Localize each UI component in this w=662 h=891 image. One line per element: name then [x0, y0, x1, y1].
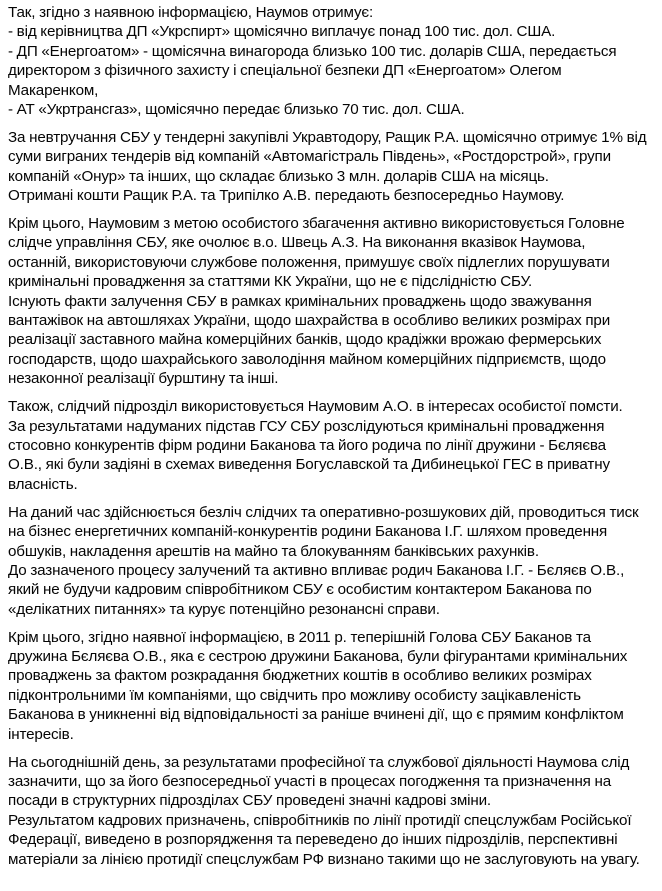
text-line: - від керівництва ДП «Укрспирт» щомісячно виплачує понад 100 тис. дол. США.: [8, 23, 556, 41]
text-line: Також, слідчий підрозділ використовується Наумовим А.О. в інтересах особистої помсти.: [8, 398, 623, 416]
text-line: слідче управління СБУ, яке очолює в.о. Швець А.З. На виконання вказівок Наумова,: [8, 234, 586, 252]
text-line: інтересів.: [8, 725, 74, 743]
paragraph-conflict-of-interest: [8, 628, 662, 744]
text-line: За невтручання СБУ у тендерні закупівлі Укравтодору, Ращик Р.А. щомісячно отримує 1% від: [8, 128, 647, 146]
text-line: останній, використовуючи службове положення, примушує своїх підлеглих порушувати: [8, 253, 610, 271]
text-line: власність.: [8, 475, 78, 493]
text-line: «делікатних питаннях» та курує потенційно резонансні справи.: [8, 600, 440, 618]
text-line: Результатом кадрових призначень, співробітників по лінії протидії спецслужбам Російської: [8, 811, 632, 829]
text-line: директором з фізичного захисту і спеціальної безпеки ДП «Енергоатом» Олегом: [8, 62, 562, 80]
text-line: реалізації заставного майна комерційних банків, щодо крадіжки врожаю фермерських: [8, 331, 602, 349]
text-line: проваджень за фактом розкрадання бюджетних коштів в особливо великих розмірах: [8, 667, 592, 685]
text-line: дружина Бєляєва О.В., яка є сестрою дружини Баканова, були фігурантами кримінальних: [8, 648, 628, 666]
text-line: господарств, щодо шахрайського заволодіння майном комерційних підприємств, щодо: [8, 350, 606, 368]
text-line: Крім цього, згідно наявної інформацією, в 2011 р. теперішній Голова СБУ Баканов та: [8, 628, 591, 646]
text-line: За результатами надуманих підстав ГСУ СБУ розслідуються кримінальні провадження: [8, 417, 605, 435]
paragraph-pressure-on-competitors: [8, 503, 662, 619]
text-line: підконтрольними їм компаніями, що свідчить про можливу особисту зацікавленість: [8, 686, 581, 704]
text-line: стосовно конкурентів фірм родини Баканова та його родича по лінії дружини - Бєляєва: [8, 436, 606, 454]
text-line: - ДП «Енергоатом» - щомісячна винагорода близько 100 тис. доларів США, передається: [8, 42, 617, 60]
text-line: на бізнес енергетичних компаній-конкурентів родини Баканова І.Г. шляхом проведення: [8, 523, 608, 541]
document-body: [8, 3, 662, 878]
text-line: - АТ «Укртрансгаз», щомісячно передає близько 70 тис. дол. США.: [8, 100, 465, 118]
text-line: На сьогоднішній день, за результатами професійної та службової діяльності Наумова слід: [8, 753, 630, 771]
text-line: До зазначеного процесу залучений та активно впливає родич Баканова І.Г. - Бєляєв О.В.,: [8, 561, 625, 579]
text-line: суми виграних тендерів від компаній «Автомагістраль Південь», «Ростдорстрой», групи: [8, 148, 611, 166]
text-line: Отримані кошти Ращик Р.А. та Трипілко А.В. передають безпосередньо Наумову.: [8, 187, 565, 205]
text-line: Федерації, виведено в розпорядження та переведено до інших підрозділів, перспективні: [8, 831, 618, 849]
text-line: який не будучи кадровим співробітником СБУ є особистим контактером Баканова по: [8, 581, 592, 599]
text-line: посади в структурних підрозділах СБУ проведені значні кадрові зміни.: [8, 792, 491, 810]
text-line: На даний час здійснюється безліч слідчих та оперативно-розшукових дій, проводиться тиск: [8, 503, 639, 521]
text-line: Макаренком,: [8, 81, 99, 99]
paragraph-tenders: [8, 128, 662, 206]
text-line: Так, згідно з наявною інформацією, Наумов отримує:: [8, 4, 374, 21]
text-line: Існують факти залучення СБУ в рамках кримінальних проваджень щодо зважування: [8, 292, 592, 310]
text-line: обшуків, накладення арештів на майно та блокуванням банківських рахунків.: [8, 542, 539, 560]
text-line: Крім цього, Наумовим з метою особистого збагачення активно використовується Головне: [8, 215, 625, 233]
paragraph-personnel-changes: [8, 753, 662, 869]
text-line: О.В., які були задіяні в схемах виведення Богуславской та Дибинецької ГЕС в приватну: [8, 456, 610, 474]
text-line: компаній «Онур» та інших, що складає близько 3 млн. доларів США на місяць.: [8, 167, 549, 185]
text-line: зазначити, що за його безпосередньої участі в процесах погодження та призначення на: [8, 773, 612, 791]
paragraph-investigation-department: [8, 214, 662, 389]
text-line: кримінальні провадження за статтями КК України, що не є підслідністю СБУ.: [8, 273, 533, 291]
paragraph-personal-revenge: [8, 397, 662, 494]
text-line: незаконної реалізації бурштину та інші.: [8, 370, 279, 388]
text-line: Баканова в уникненні від відповідальності за раніше вчинені дії, що є прямим конфліктом: [8, 706, 624, 724]
paragraph-income-sources: [8, 3, 662, 119]
text-line: вантажівок на автошляхах України, щодо шахрайства в особливо великих розмірах при: [8, 312, 611, 330]
text-line: матеріали за лінією протидії спецслужбам РФ визнано такими що не заслуговують на увагу.: [8, 850, 640, 868]
